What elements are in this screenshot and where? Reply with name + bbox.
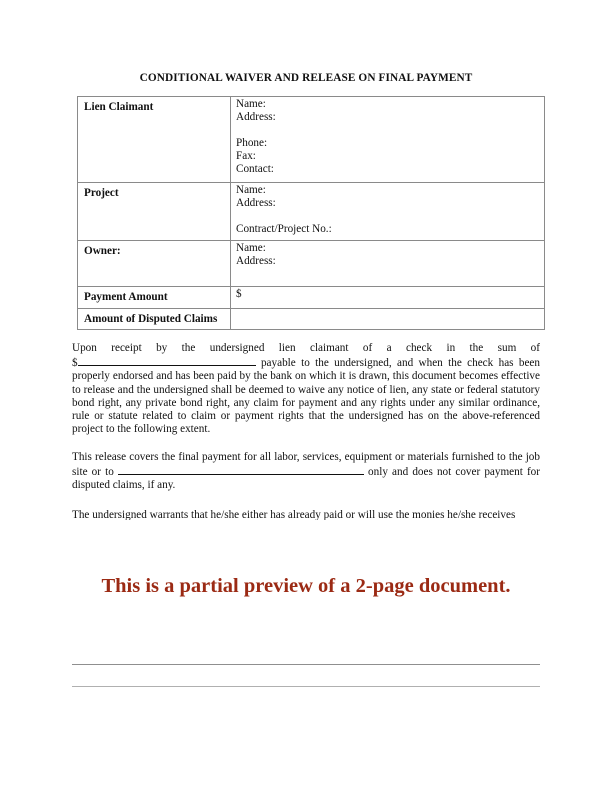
row-fields xyxy=(231,97,545,183)
paragraph-coverage xyxy=(72,451,540,493)
table-row-lien-claimant xyxy=(78,97,545,183)
paragraph-text: This release covers the final payment for all labor, services, equipment or materials furnished to the job site or to xyxy=(72,451,540,479)
field-contact: Contact: xyxy=(236,163,274,175)
field-disputed-claims xyxy=(231,309,545,330)
field-name: Name: xyxy=(236,98,266,110)
document-title: CONDITIONAL WAIVER AND RELEASE ON FINAL PAYMENT xyxy=(139,72,473,84)
preview-notice: This is a partial preview of a 2-page document. xyxy=(101,575,511,597)
row-label: Amount of Disputed Claims xyxy=(78,309,231,330)
row-fields xyxy=(231,183,545,241)
paragraph-text: payable to the undersigned, and when the check has been xyxy=(255,357,540,370)
paragraph-line: Upon receipt by the undersigned lien claimant of a check in the sum of xyxy=(72,342,540,354)
paragraph-text: properly endorsed and has been paid by the bank on which it is drawn, this document becomes effective to release and the undersigned shall be deemed to waive any notice of lien, any state or federal statutory bond right, any private bond right, any claim for payment and any rights under any similar ordinance, rule or statute related to claim or payment rights that the undersigned has on the above-referenced project to the following extent. xyxy=(72,370,540,436)
table-row-owner xyxy=(78,241,545,287)
field-address: Address: xyxy=(236,197,276,209)
divider-line xyxy=(72,664,540,665)
row-label: Lien Claimant xyxy=(78,97,231,183)
lien-info-table xyxy=(77,96,545,330)
field-fax: Fax: xyxy=(236,150,256,162)
divider-line xyxy=(72,686,540,687)
paragraph-warranty: The undersigned warrants that he/she either has already paid or will use the monies he/she receives xyxy=(72,509,516,520)
table-row-payment-amount xyxy=(78,287,545,309)
recipient-blank xyxy=(118,464,364,475)
row-label: Project xyxy=(78,183,231,241)
field-name: Name: xyxy=(236,184,266,196)
spacer xyxy=(236,124,538,137)
field-phone: Phone: xyxy=(236,137,268,149)
field-contract-project-no: Contract/Project No.: xyxy=(236,223,332,235)
field-payment-amount: $ xyxy=(231,287,545,309)
spacer xyxy=(236,210,538,223)
field-address: Address: xyxy=(236,111,276,123)
currency-symbol: $ xyxy=(72,357,78,370)
field-address: Address: xyxy=(236,255,276,267)
paragraph-release-terms xyxy=(72,342,540,436)
field-name: Name: xyxy=(236,242,266,254)
row-label: Payment Amount xyxy=(78,287,231,309)
row-label: Owner: xyxy=(78,241,231,287)
paragraph-text: only and does not cover payment for disputed claims, if any. xyxy=(72,466,541,492)
table-row-disputed-claims xyxy=(78,309,545,330)
table-row-project xyxy=(78,183,545,241)
row-fields xyxy=(231,241,545,287)
amount-blank xyxy=(78,355,256,366)
